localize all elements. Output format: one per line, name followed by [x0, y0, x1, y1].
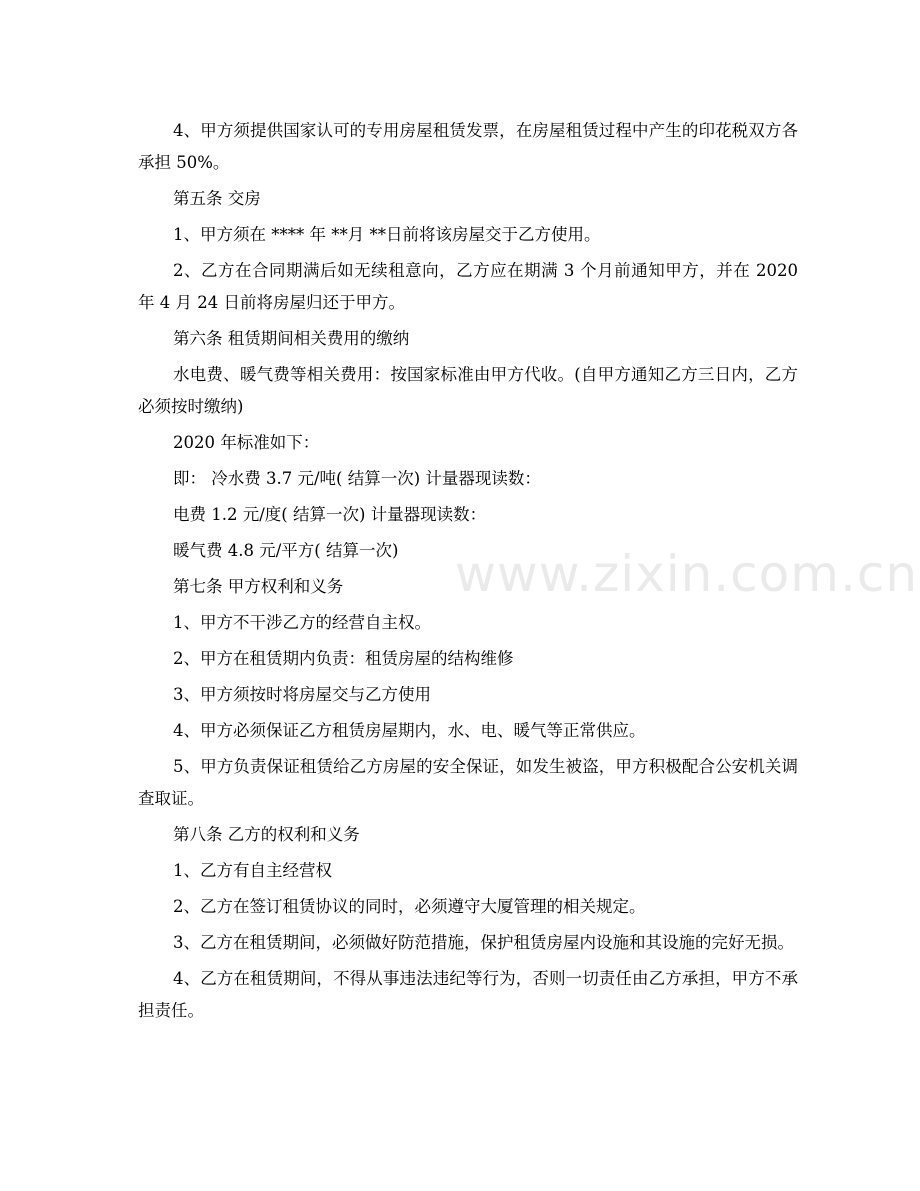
paragraph-water-fee: 即： 冷水费 3.7 元/吨( 结算一次) 计量器现读数： — [173, 469, 541, 488]
paragraph-heating-fee: 暖气费 4.8 元/平方( 结算一次) — [173, 541, 399, 560]
heading-article-5: 第五条 交房 — [173, 189, 261, 208]
paragraph-article-8-item-1: 1、乙方有自主经营权 — [173, 861, 332, 880]
paragraph-utility-fees: 水电费、暖气费等相关费用：按国家标准由甲方代收。(自甲方通知乙方三日内，乙方必须按时缴纳) — [138, 365, 798, 416]
paragraph-article-7-item-1: 1、甲方不干涉乙方的经营自主权。 — [173, 613, 431, 632]
heading-article-7: 第七条 甲方权利和义务 — [173, 577, 344, 596]
heading-article-6: 第六条 租赁期间相关费用的缴纳 — [173, 329, 410, 348]
paragraph-clause-4-4: 4、甲方须提供国家认可的专用房屋租赁发票，在房屋租赁过程中产生的印花税双方各承担 50%。 — [138, 121, 798, 172]
paragraph-article-5-item-2: 2、乙方在合同期满后如无续租意向，乙方应在期满 3 个月前通知甲方，并在 2020 年 4 月 24 日前将房屋归还于甲方。 — [138, 261, 798, 312]
watermark: www.zixin.com.cn — [455, 545, 919, 603]
paragraph-article-7-item-5: 5、甲方负责保证租赁给乙方房屋的安全保证，如发生被盗，甲方积极配合公安机关调查取证。 — [138, 757, 798, 808]
paragraph-article-7-item-3: 3、甲方须按时将房屋交与乙方使用 — [173, 685, 431, 704]
paragraph-article-5-item-1: 1、甲方须在 **** 年 **月 **日前将该房屋交于乙方使用。 — [173, 225, 601, 244]
heading-article-8: 第八条 乙方的权利和义务 — [173, 825, 360, 844]
paragraph-article-7-item-2: 2、甲方在租赁期内负责：租赁房屋的结构维修 — [173, 649, 514, 668]
paragraph-article-8-item-4: 4、乙方在租赁期间，不得从事违法违纪等行为，否则一切责任由乙方承担，甲方不承担责任。 — [138, 969, 798, 1020]
paragraph-article-7-item-4: 4、甲方必须保证乙方租赁房屋期内，水、电、暖气等正常供应。 — [173, 721, 646, 740]
paragraph-standard-2020: 2020 年标准如下： — [173, 433, 320, 452]
paragraph-article-8-item-3: 3、乙方在租赁期间，必须做好防范措施，保护租赁房屋内设施和其设施的完好无损。 — [173, 933, 794, 952]
paragraph-article-8-item-2: 2、乙方在签订租赁协议的同时，必须遵守大厦管理的相关规定。 — [173, 897, 646, 916]
document-body — [138, 115, 798, 1031]
paragraph-electricity-fee: 电费 1.2 元/度( 结算一次) 计量器现读数： — [173, 505, 487, 524]
